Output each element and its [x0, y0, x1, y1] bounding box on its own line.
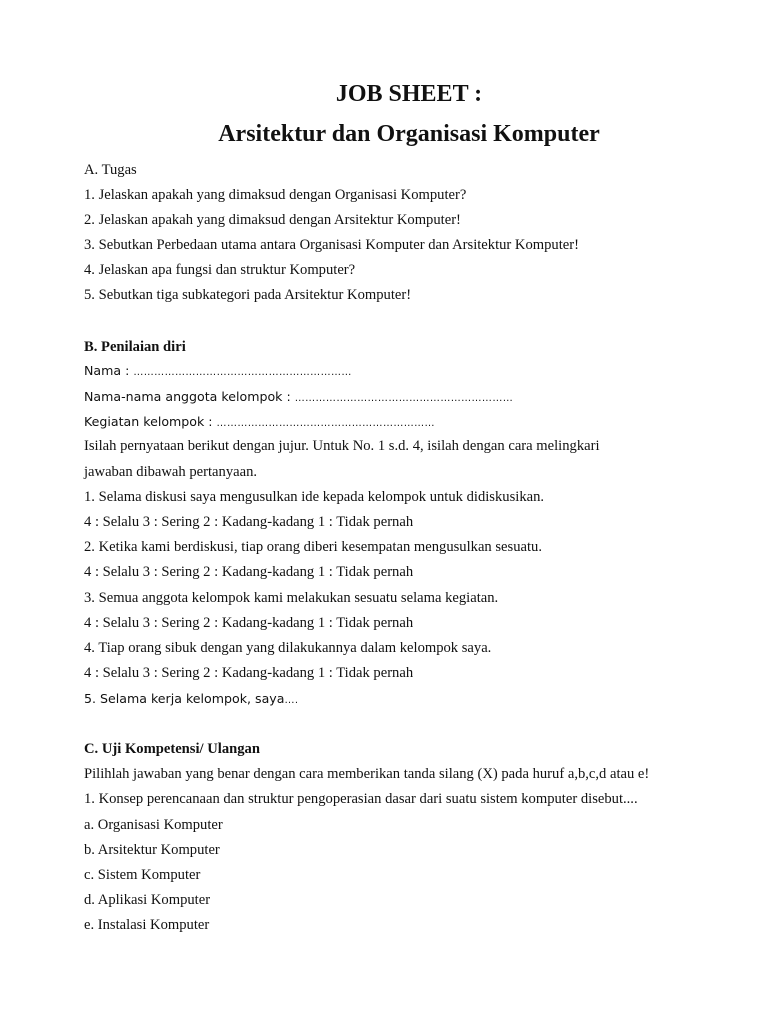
- q5-line: [84, 689, 298, 711]
- rating-scale: 4 : Selalu 3 : Sering 2 : Kadang-kadang 1 : Tidak pernah: [84, 514, 414, 530]
- section-b-heading: B. Penilaian diri: [84, 339, 186, 355]
- anggota-label: Nama-nama anggota kelompok :: [84, 389, 295, 404]
- task-item: 4. Jelaskan apa fungsi dan struktur Komputer?: [84, 262, 356, 278]
- answer-option: a. Organisasi Komputer: [84, 817, 223, 833]
- answer-option: b. Arsitektur Komputer: [84, 842, 220, 858]
- task-item: 2. Jelaskan apakah yang dimaksud dengan Arsitektur Komputer!: [84, 212, 461, 228]
- self-assessment-question: 1. Selama diskusi saya mengusulkan ide kepada kelompok untuk didiskusikan.: [84, 489, 545, 505]
- section-c-instruction: Pilihlah jawaban yang benar dengan cara memberikan tanda silang (X) pada huruf a,b,c,d atau e!: [84, 766, 650, 782]
- q5-dots: ….: [284, 695, 299, 706]
- rating-scale: 4 : Selalu 3 : Sering 2 : Kadang-kadang 1 : Tidak pernah: [84, 564, 414, 580]
- instruction-line: Isilah pernyataan berikut dengan jujur. Untuk No. 1 s.d. 4, isilah dengan cara melingkari: [84, 438, 600, 454]
- anggota-line: [84, 387, 513, 409]
- quiz-question: 1. Konsep perencanaan dan struktur pengoperasian dasar dari suatu sistem komputer disebut....: [84, 791, 638, 807]
- kegiatan-dots: ………………………………………………………: [216, 418, 435, 429]
- answer-option: d. Aplikasi Komputer: [84, 892, 211, 908]
- task-item: 1. Jelaskan apakah yang dimaksud dengan Organisasi Komputer?: [84, 187, 467, 203]
- section-a-heading: A. Tugas: [84, 162, 137, 178]
- anggota-dots: ………………………………………………………: [294, 393, 514, 404]
- nama-label: Nama :: [84, 363, 134, 378]
- instruction-line: jawaban dibawah pertanyaan.: [84, 464, 258, 480]
- page-title: JOB SHEET :: [335, 81, 483, 107]
- self-assessment-question: 3. Semua anggota kelompok kami melakukan sesuatu selama kegiatan.: [84, 590, 499, 606]
- answer-option: e. Instalasi Komputer: [84, 917, 210, 933]
- self-assessment-question: 2. Ketika kami berdiskusi, tiap orang diberi kesempatan mengusulkan sesuatu.: [84, 539, 542, 555]
- nama-line: [84, 361, 352, 383]
- kegiatan-label: Kegiatan kelompok :: [84, 414, 217, 429]
- self-assessment-question: 4. Tiap orang sibuk dengan yang dilakukannya dalam kelompok saya.: [84, 640, 492, 656]
- page-subtitle: Arsitektur dan Organisasi Komputer: [218, 121, 600, 147]
- kegiatan-line: [84, 412, 435, 434]
- task-item: 3. Sebutkan Perbedaan utama antara Organisasi Komputer dan Arsitektur Komputer!: [84, 237, 579, 253]
- section-c-heading: C. Uji Kompetensi/ Ulangan: [84, 741, 260, 757]
- rating-scale: 4 : Selalu 3 : Sering 2 : Kadang-kadang 1 : Tidak pernah: [84, 615, 414, 631]
- rating-scale: 4 : Selalu 3 : Sering 2 : Kadang-kadang 1 : Tidak pernah: [84, 665, 414, 681]
- task-item: 5. Sebutkan tiga subkategori pada Arsitektur Komputer!: [84, 287, 412, 303]
- nama-dots: ………………………………………………………: [133, 367, 352, 378]
- q5-label: 5. Selama kerja kelompok, saya: [84, 691, 285, 706]
- answer-option: c. Sistem Komputer: [84, 867, 201, 883]
